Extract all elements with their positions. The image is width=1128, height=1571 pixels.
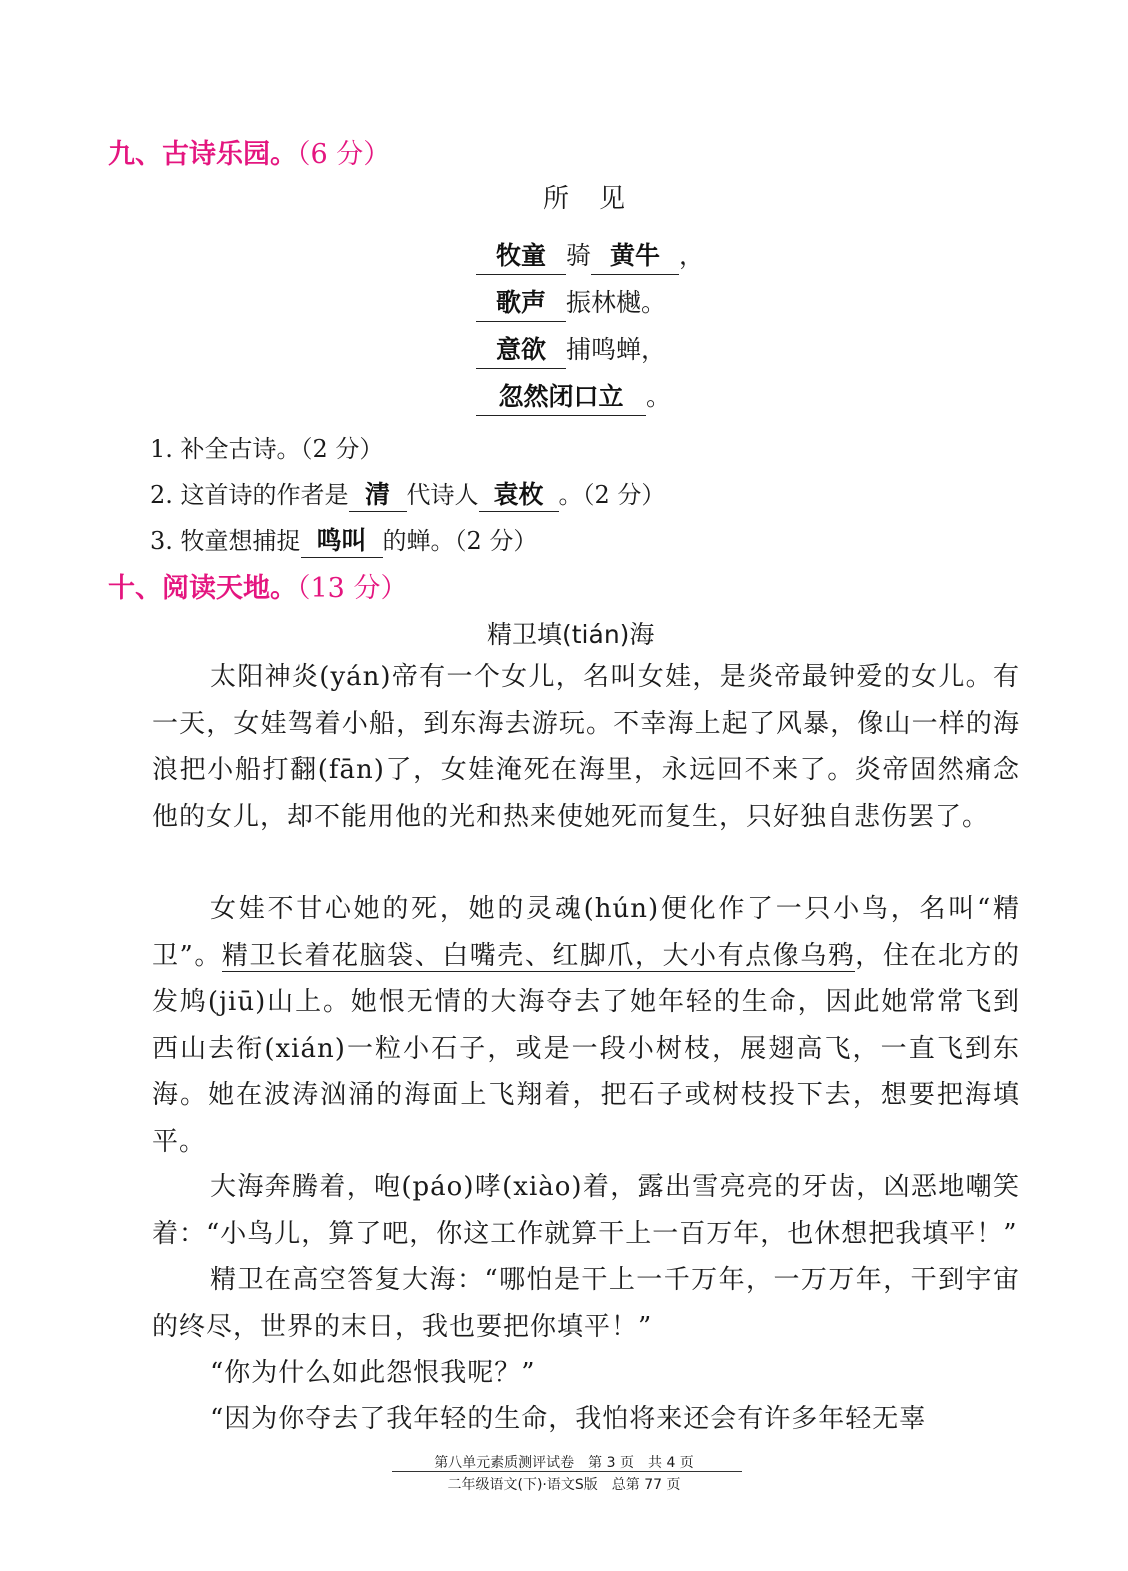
footer-line-1: 第八单元素质测评试卷 第 3 页 共 4 页 xyxy=(434,1455,694,1471)
footer-line-2: 二年级语文(下)·语文S版 总第 77 页 xyxy=(447,1477,681,1493)
poem-title: 所见 xyxy=(543,184,656,214)
passage-paragraph-3: 大海奔腾着，咆(páo)哮(xiào)着，露出雪亮亮的牙齿，凶恶地嘲笑着：“小鸟儿，算了吧，你这工作就算干上一百万年，也休想把我填平！” xyxy=(152,1172,1020,1249)
section-9-heading: 九、古诗乐园。（6 分） xyxy=(108,139,391,170)
passage-paragraph-6: “因为你夺去了我年轻的生命，我怕将来还会有许多年轻无辜 xyxy=(210,1404,927,1434)
passage-paragraph-1: 太阳神炎(yán)帝有一个女儿，名叫女娃，是炎帝最钟爱的女儿。有一天，女娃驾着小船，到东海去游玩。不幸海上起了风暴，像山一样的海浪把小船打翻(fān)了，女娃淹死在海里，永远回不来了。炎帝固然痛念他的女儿，却不能用他的光和热来使她死而复生，只好独自悲伤罢了。 xyxy=(152,662,1020,832)
section-10-heading: 十、阅读天地。（13 分） xyxy=(108,573,408,604)
footer-divider xyxy=(392,1471,742,1472)
answer-blank: 鸣叫 xyxy=(301,521,383,558)
passage-title: 精卫填(tián)海 xyxy=(487,620,655,649)
poem-line-4: 忽然闭口立 。 xyxy=(476,379,671,416)
poem-blank: 意欲 xyxy=(476,332,566,369)
poem-blank: 黄牛 xyxy=(591,238,679,275)
poem-blank: 牧童 xyxy=(476,238,566,275)
question-2: 2. 这首诗的作者是 清 代诗人 袁枚 。（2 分） xyxy=(150,475,665,512)
poem-blank: 歌声 xyxy=(476,285,566,322)
poem-line-3: 意欲 捕鸣蝉， xyxy=(476,332,666,369)
poem-blank: 忽然闭口立 xyxy=(476,379,646,416)
poem-line-1: 牧童 骑 黄牛 ， xyxy=(476,238,704,275)
poem-line-2: 歌声 振林樾。 xyxy=(476,285,666,322)
underlined-sentence: 精卫长着花脑袋、白嘴壳、红脚爪，大小有点像乌鸦 xyxy=(221,940,856,971)
question-3: 3. 牧童想捕捉 鸣叫 的蝉。（2 分） xyxy=(150,521,537,558)
passage-paragraph-2: 女娃不甘心她的死，她的灵魂(hún)便化作了一只小鸟，名叫“精卫”。精卫长着花脑袋、白嘴壳、红脚爪，大小有点像乌鸦，住在北方的发鸠(jiū)山上。她恨无情的大海夺去了她年轻的生命，因此她常常飞到西山去衔(xián)一粒小石子，或是一段小树枝，展翅高飞，一直飞到东海。她在波涛汹涌的海面上飞翔着，把石子或树枝投下去，想要把海填平。 xyxy=(152,894,1020,1157)
answer-blank: 袁枚 xyxy=(479,475,559,512)
passage-paragraph-4: 精卫在高空答复大海：“哪怕是干上一千万年，一万万年，干到宇宙的终尽，世界的末日，我也要把你填平！” xyxy=(152,1265,1020,1342)
answer-blank: 清 xyxy=(349,475,407,512)
passage-paragraph-5: “你为什么如此怨恨我呢？” xyxy=(210,1358,536,1388)
question-1: 1. 补全古诗。（2 分） xyxy=(150,435,384,463)
